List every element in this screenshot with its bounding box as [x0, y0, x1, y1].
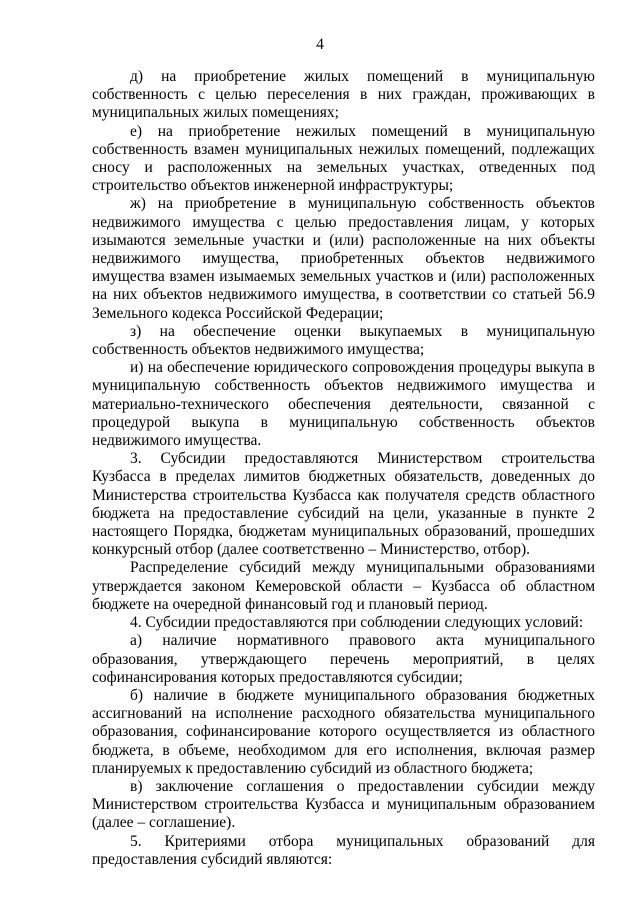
- paragraph-b-budget: б) наличие в бюджете муниципального образования бюджетных ассигнований на исполнение расходного обязательства муниципального образования, софинансирование которого осуществляется из областного бюджета, в объеме, необходимом для его исполнения, включая размер планируемых к предоставлению субсидий из областного бюджета;: [92, 686, 595, 777]
- page-number: 4: [316, 36, 324, 53]
- paragraph-3-subsidies-ministry: 3. Субсидии предоставляются Министерством строительства Кузбасса в пределах лимитов бюджетных обязательств, доведенных до Министерства строительства Кузбасса как получателя средств областного бюджета на предоставление субсидий на цели, указанные в пункте 2 настоящего Порядка, бюджетам муниципальных образований, прошедших конкурсный отбор (далее соответственно – Министерство, отбор).: [92, 450, 595, 559]
- paragraph-z-valuation: з) на обеспечение оценки выкупаемых в муниципальную собственность объектов недвижимого имущества;: [92, 322, 595, 359]
- paragraph-distribution: Распределение субсидий между муниципальными образованиями утверждается законом Кемеровской области – Кузбасса об областном бюджете на очередной финансовый год и плановый период.: [92, 559, 595, 613]
- document-body: [92, 68, 595, 869]
- paragraph-v-agreement: в) заключение соглашения о предоставлении субсидии между Министерством строительства Кузбасса и муниципальным образованием (далее – соглашение).: [92, 777, 595, 832]
- paragraph-5-criteria: 5. Критериями отбора муниципальных образований для предоставления субсидий являются:: [92, 832, 595, 868]
- paragraph-d-residential: д) на приобретение жилых помещений в муниципальную собственность с целью переселения в них граждан, проживающих в муниципальных жилых помещениях;: [92, 68, 595, 122]
- paragraph-i-legal-support: и) на обеспечение юридического сопровождения процедуры выкупа в муниципальную собственность объектов недвижимого имущества и материально-технического обеспечения деятельности, связанной с процедурой выкупа в муниципальную собственность объектов недвижимого имущества.: [92, 359, 595, 450]
- paragraph-zh-real-estate: ж) на приобретение в муниципальную собственность объектов недвижимого имущества с целью предоставления лицам, у которых изымаются земельные участки и (или) расположенные на них объекты недвижимого имущества, приобретенных объектов недвижимого имущества взамен изымаемых земельных участков и (или) расположенных на них объектов недвижимого имущества, в соответствии со статьей 56.9 Земельного кодекса Российской Федерации;: [92, 195, 595, 322]
- paragraph-4-conditions: 4. Субсидии предоставляются при соблюдении следующих условий:: [130, 614, 584, 632]
- paragraph-e-nonresidential: е) на приобретение нежилых помещений в муниципальную собственность взамен муниципальных нежилых помещений, подлежащих сносу и расположенных на земельных участках, отведенных под строительство объектов инженерной инфраструктуры;: [92, 122, 595, 195]
- paragraph-a-normative-act: а) наличие нормативного правового акта муниципального образования, утверждающего перечень мероприятий, в целях софинансирования которых предоставляются субсидии;: [92, 632, 595, 686]
